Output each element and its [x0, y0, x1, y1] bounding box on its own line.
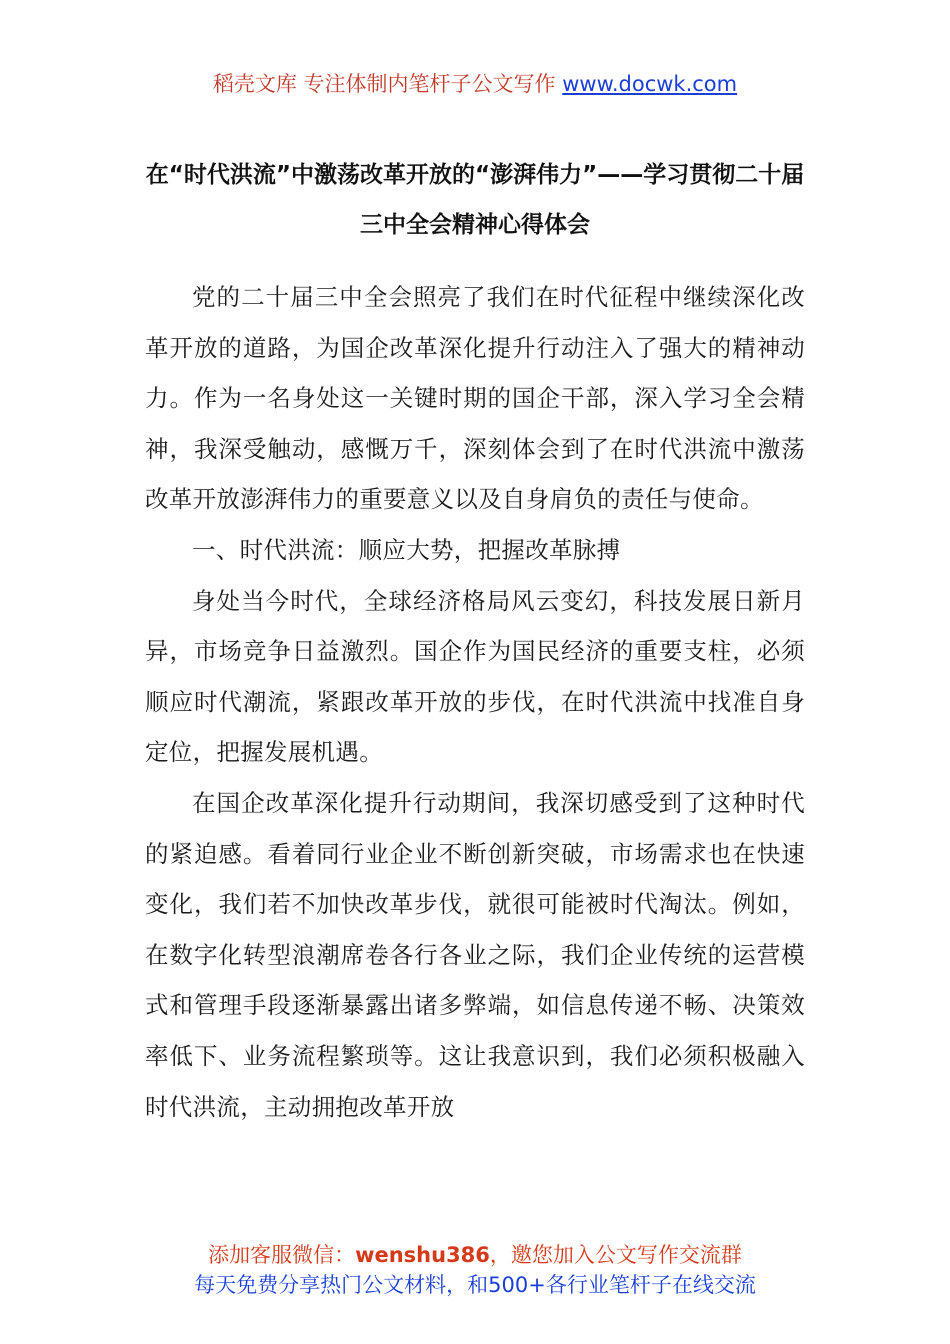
share-promo-line: 每天免费分享热门公文材料，和500+各行业笔杆子在线交流: [194, 1273, 756, 1297]
paragraph-intro: 党的二十届三中全会照亮了我们在时代征程中继续深化改革开放的道路，为国企改革深化提升行动注入了强大的精神动力。作为一名身处这一关键时期的国企干部，深入学习全会精神，我深受触动，感慨万千，深刻体会到了在时代洪流中激荡改革开放澎湃伟力的重要意义以及自身肩负的责任与使命。: [145, 283, 805, 514]
wechat-prefix: 添加客服微信：: [208, 1243, 356, 1267]
website-link[interactable]: www.docwk.com: [562, 72, 738, 96]
site-header: [0, 68, 950, 100]
wechat-suffix: ，邀您加入公文写作交流群: [489, 1243, 742, 1267]
brand-text: 稻壳文库 专注体制内笔杆子公文写作: [212, 72, 556, 96]
document-title: 在“时代洪流”中激荡改革开放的“澎湃伟力”——学习贯彻二十届三中全会精神心得体会: [145, 162, 805, 238]
wechat-promo-line: [0, 1240, 950, 1270]
promo-footer: [0, 1240, 950, 1300]
section-heading-1: 一、时代洪流：顺应大势，把握改革脉搏: [192, 535, 621, 564]
paragraph: 在国企改革深化提升行动期间，我深切感受到了这种时代的紧迫感。看着同行业企业不断创新突破，市场需求也在快速变化，我们若不加快改革步伐，就很可能被时代淘汰。例如，在数字化转型浪潮席卷各行各业之际，我们企业传统的运营模式和管理手段逐渐暴露出诸多弊端，如信息传递不畅、决策效率低下、业务流程繁琐等。这让我意识到，我们必须积极融入时代洪流，主动拥抱改革开放: [145, 788, 805, 1121]
paragraph: 身处当今时代，全球经济格局风云变幻，科技发展日新月异，市场竞争日益激烈。国企作为国民经济的重要支柱，必须顺应时代潮流，紧跟改革开放的步伐，在时代洪流中找准自身定位，把握发展机遇。: [145, 586, 805, 767]
document-body: [145, 272, 805, 1132]
wechat-id: wenshu386: [355, 1243, 490, 1267]
